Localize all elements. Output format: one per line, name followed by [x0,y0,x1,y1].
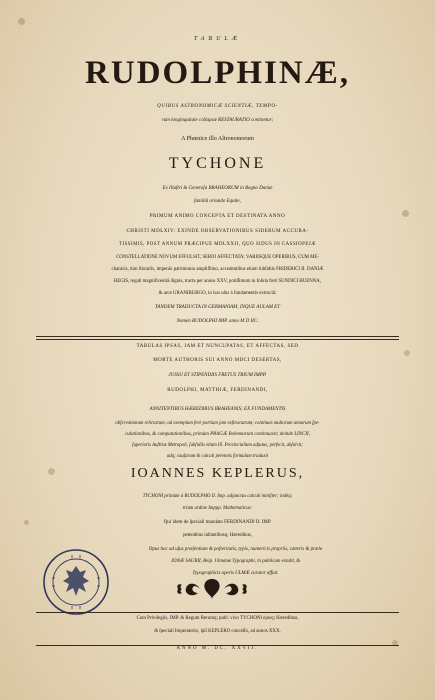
tychone-name: TYCHONE [168,155,267,172]
printer-line: Opus hoc ad uſus præſentium & poſteritatis, typis, numericis propriis, cæteris & prælo [148,547,323,552]
kepler-role-line: TYCHONI primùm à RUDOLPHO II. Imp. adjunctus calculi miniſter; indéq; [142,494,293,499]
germany-line: TANDEM TRADUCTA IN GERMANIAM, INQUE AULAM ET [154,305,281,310]
printers-ornament [172,576,252,602]
title-rudolphinae: RUDOLPHINÆ, [85,55,350,91]
kepler-role-line: trium ordine Imppp. Mathematicus: [182,506,253,511]
mandate-line: petentibus inſtantibusq; Hæredibus, [183,533,252,538]
tables-line: ANNITENTIBUS HÆREDIBUS BRAHEANIS; EX FUNDAMENTIS [149,407,286,412]
subtitle-line: rum longinquitate collapsæ RESTAURATIO continetur; [161,118,274,123]
family-line: familiâ oriundo Equite, [194,199,241,204]
bottom-rule [36,612,399,613]
history-line: CHRISTI MDLXIV: EXINDE OBSERVATIONIBUS SIDERUM ACCURA- [126,229,309,234]
title-tabulae: TABULÆ [193,36,242,42]
foxing-spot [18,18,25,25]
tables-line: JUSSU ET STIPENDIIS FRETUS TRIUM IMPP. [168,373,267,378]
history-line: chanicis, tùm librariis, impenſo patrimonio ampliſſimo, accedentibus etiam ſubſidiis FRIDERICI II. DANIÆ [111,267,324,272]
tables-line: adq; cauſarum & calculi perennis formulam traduxit [166,454,269,459]
germany-line: Nomen RUDOLPHI IMP. anno M D IIC. [176,319,259,324]
emperors-line: RUDOLPHI, MATTHIÆ, FERDINANDI, [167,388,268,393]
library-stamp-seal [42,548,110,616]
tables-line: ſuperioris Auſtriæ Metropoli, ſubſidiis etiam Ill. Provincialium adjutus, perfecit, abſolvit; [132,443,303,448]
printer-line: Typographicis operis ULMÆ curator affuit. [192,571,279,576]
tables-line: TABULAS IPSAS, JAM ET NUNCUPATAS, ET AFFECTAS, SED [136,344,299,349]
mandate-line: Qui idem de ſpeciali mandato FERDINANDI II. IMP. [163,520,272,525]
tables-line: obſervationum relictarum; ad exemplum ferè partium jam exſtructarum; continuis multorum annorum ſpe- [115,421,320,426]
privilege-line: Cum Privilegiis, IMP. & Regum Rerumq; publ. vivo TYCHONI ejusq; Hæredibus, [136,616,299,621]
kepler-name: IOANNES KEPLERUS, [130,466,305,481]
history-line: TISSIMIS, POST ANNUM PRÆCIPUE MDLXXII, QUO SIDUS IN CASSIOPEJÆ [119,242,316,247]
history-line: REGIS, regali magnificentiâ dignis, tracta per annos XXV, potiſſimum in Inſula freti SUNDICI HUENNA, [114,279,321,284]
divider-rule [36,336,399,340]
history-line: CONSTELLATIONE NOVUM EFFULSIT, SERIO AFFECTATA; VARIISQUE OPERIBUS, CUM ME- [116,255,319,260]
tables-line: culationibus, & computationibus, primùm PRAGÆ Bohemorum continuavit; deinde LINCII, [125,432,310,437]
printer-line: JONÆ SAURII, Reip. Ulmanæ Typographi, in publicum extulit, & [170,559,301,564]
history-line: & arce URANIBURGO, in hos uſus à fundamentis extructâ: [158,291,277,296]
family-line: Ex Illuſtri & Generoſa BRAHEORUM in Regno Daniæ [162,186,273,191]
subtitle-line: QUIBUS ASTRONOMICÆ SCIENTIÆ, TEMPO- [157,104,278,109]
history-line: PRIMUM ANIMO CONCEPTA ET DESTINATA ANNO [149,214,286,219]
privilege-line: & ſpeciali Imperatorio, ipſi KEPLERO conceſſo, ad annos XXX. [154,629,281,634]
phoenix-line: A Phœnice illo Aſtronomorum [181,136,254,142]
foxing-spot [404,350,410,356]
tables-line: MORTE AUTHORIS SUI ANNO MDCI DESERTAS, [153,358,282,363]
imprint-year: ANNO M. DC. XXVII. [176,646,259,651]
